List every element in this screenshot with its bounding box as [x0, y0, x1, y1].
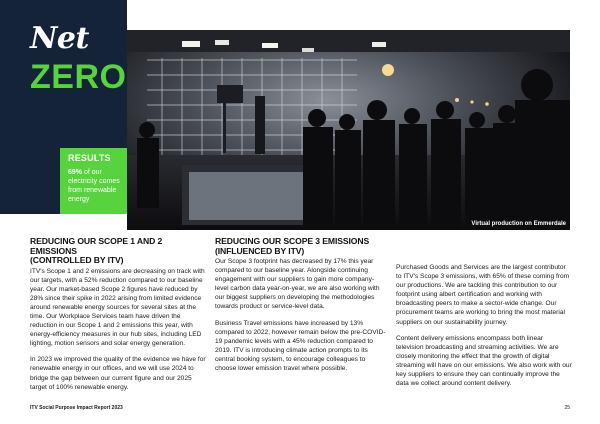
results-value: 69%: [68, 169, 83, 176]
purchased-goods-paragraph: Purchased Goods and Services are the largest contributor to ITV's Scope 3 emissions, with 65% of these coming from our productions. We are tackling this contribution to our footprint using albert certification and working with broadcasting peers to make a sector-wide change. Our procurement teams are working to bring the most material suppliers on our sustainability journey.: [396, 264, 570, 326]
page-number: 25: [564, 405, 570, 411]
scope-1-2-paragraph-1: ITV's Scope 1 and 2 emissions are decreasing on track with our targets, with a 52% reduction compared to our baseline year. Our market-based Scope 2 figures have reduced by 28% since their spike in 2022 arising from limited evidence around renewable energy sources for several sites at the time. Our Workplace Services team have driven the reduction in our Scope 1 and 2 emissions this year, with energy-efficiency measures in our hub sites, including LED lighting, motion sensors and solar energy generation.: [30, 267, 205, 348]
virtual-production-photo: [127, 30, 570, 230]
results-description: of our electricity comes from renewable energy: [68, 169, 120, 203]
report-title: ITV Social Purpose Impact Report 2023: [30, 405, 123, 411]
scope-3-continued-column: [396, 263, 572, 395]
results-callout: [60, 148, 127, 214]
scope-1-2-paragraph-2: In 2023 we improved the quality of the evidence we have for renewable energy in our offices, and we will use 2024 to bridge the gap between our current figure and our 2025 target of 100% renewable energy.: [30, 356, 206, 391]
scope-3-column: [215, 237, 387, 380]
scope-3-paragraph-1: Our Scope 3 footprint has decreased by 17% this year compared to our baseline year. Alongside continuing engagement with our suppliers to gain more company-level carbon data year-on-year, we are also working with our biggest suppliers on developing the methodologies towards product or service-level data.: [215, 258, 380, 311]
title-zero: ZERO: [30, 58, 127, 96]
scope-3-paragraph-2: Business Travel emissions have increased by 13% compared to 2022, however remain below the pre-COVID-19 pandemic levels with a 45% reduction compared to 2019. ITV is introducing climate action prompts to its central booking system, to encourage colleagues to choose lower emission travel where possible.: [215, 319, 386, 373]
results-text: [68, 168, 124, 204]
results-heading: RESULTS: [68, 153, 111, 163]
scope-1-2-column: [30, 237, 207, 399]
scope-1-2-heading: REDUCING OUR SCOPE 1 AND 2 EMISSIONS (CONTROLLED BY ITV): [30, 236, 163, 265]
title-net: Net: [30, 21, 89, 56]
content-delivery-paragraph: Content delivery emissions encompass both linear television broadcasting and streaming activities. We are closely monitoring the effect that the growth of digital streaming will have on our emissions. We also work with our key suppliers to ensure they can continually improve the data we collect around content delivery.: [396, 334, 572, 388]
photo-illustration: [127, 30, 570, 230]
photo-caption: Virtual production on Emmerdale: [471, 221, 566, 227]
scope-3-heading: REDUCING OUR SCOPE 3 EMISSIONS (INFLUENCED BY ITV): [215, 236, 370, 256]
